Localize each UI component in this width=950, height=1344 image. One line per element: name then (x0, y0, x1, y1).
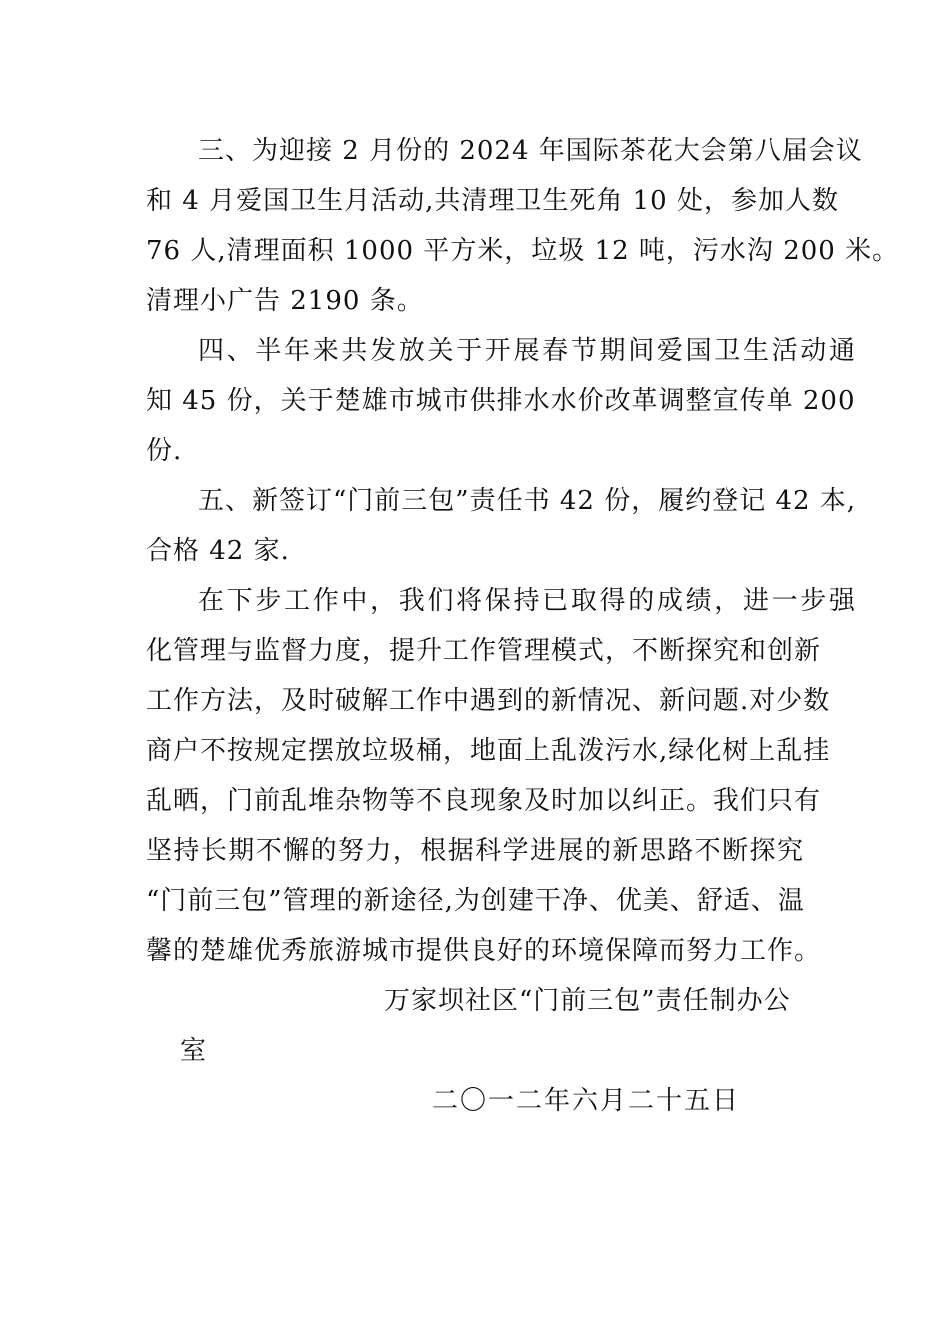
closing-paragraph-line-3: 工作方法，及时破解工作中遇到的新情况、新问题.对少数 (146, 686, 831, 716)
paragraph-5-line-1: 五、新签订“门前三包”责任书 42 份，履约登记 42 本, (198, 486, 857, 516)
paragraph-5-line-2: 合格 42 家. (146, 536, 290, 566)
closing-paragraph-line-1: 在下步工作中，我们将保持已取得的成绩，进一步强 (198, 586, 856, 616)
paragraph-3-line-1: 三、为迎接 2 月份的 2024 年国际茶花大会第八届会议 (198, 136, 863, 166)
paragraph-3-line-2: 和 4 月爱国卫生月活动,共清理卫生死角 10 处，参加人数 (146, 186, 839, 216)
closing-paragraph-line-7: “门前三包”管理的新途径,为创建干净、优美、舒适、温 (146, 886, 805, 916)
paragraph-4-line-2: 知 45 份，关于楚雄市城市供排水水价改革调整宣传单 200 (146, 386, 856, 416)
closing-paragraph-line-6: 坚持长期不懈的努力，根据科学进展的新思路不断探究 (146, 836, 804, 866)
signature-line-1: 万家坝社区“门前三包”责任制办公 (384, 986, 791, 1016)
signature-line-2: 室 (180, 1036, 208, 1066)
paragraph-3-line-3: 76 人,清理面积 1000 平方米，垃圾 12 吨，污水沟 200 米。 (146, 236, 900, 266)
paragraph-4-line-3: 份. (146, 436, 183, 466)
closing-paragraph-line-5: 乱晒，门前乱堆杂物等不良现象及时加以纠正。我们只有 (146, 786, 822, 816)
paragraph-3-line-4: 清理小广告 2190 条。 (146, 286, 424, 316)
paragraph-4-line-1: 四、半年来共发放关于开展春节期间爱国卫生活动通 (198, 336, 856, 366)
closing-paragraph-line-4: 商户不按规定摆放垃圾桶，地面上乱泼污水,绿化树上乱挂 (146, 736, 831, 766)
closing-paragraph-line-2: 化管理与监督力度，提升工作管理模式，不断探究和创新 (146, 636, 822, 666)
document-date: 二〇一二年六月二十五日 (432, 1086, 741, 1116)
closing-paragraph-line-8: 馨的楚雄优秀旅游城市提供良好的环境保障而努力工作。 (146, 936, 822, 966)
